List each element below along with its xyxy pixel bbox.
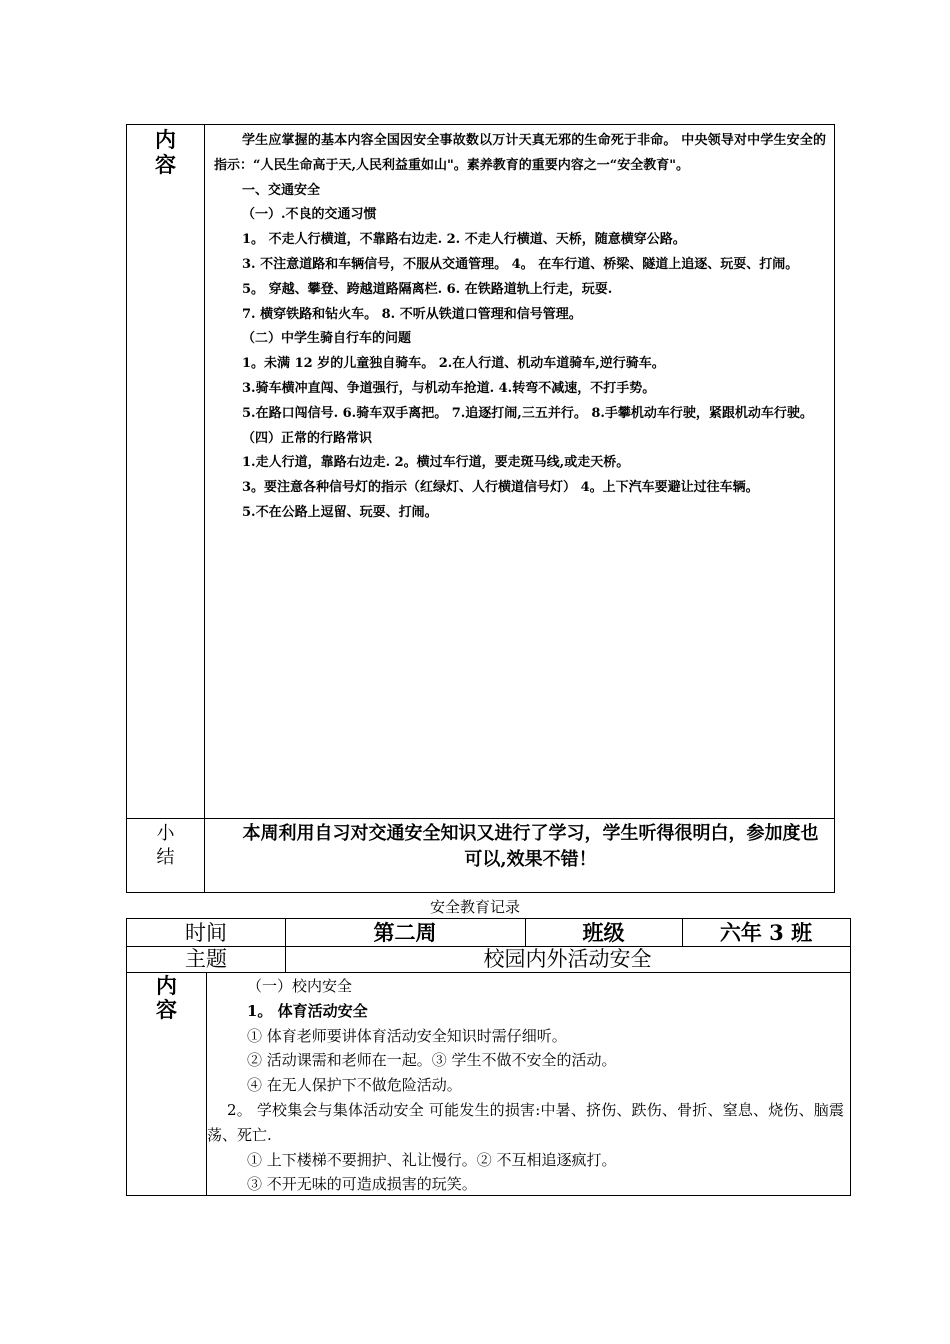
- summary-text: 本周利用自习对交通安全知识又进行了学习，学生听得很明白，参加度也可以,效果不错！: [242, 823, 819, 870]
- content-line: 7. 横穿铁路和钻火车。 8. 不听从铁道口管理和信号管理。: [242, 306, 582, 322]
- week-value: 第二周: [373, 920, 437, 945]
- content-line: （一）.不良的交通习惯: [242, 207, 377, 223]
- content-line: （一）校内安全: [247, 977, 353, 995]
- content-line: 一、交通安全: [242, 182, 321, 198]
- content-line: 1。 体育活动安全: [247, 1001, 368, 1020]
- class-value: 六年 3 班: [719, 920, 813, 945]
- content-line: 3. 不注意道路和车辆信号，不服从交通管理。 4。 在车行道、桥梁、隧道上追逐、玩耍、打闹。: [242, 256, 799, 272]
- content-line: ④ 在无人保护下不做危险活动。: [247, 1076, 462, 1095]
- content-line: ③ 不开无味的可造成损害的玩笑。: [247, 1175, 477, 1194]
- content-line: ② 活动课需和老师在一起。③ 学生不做不安全的活动。: [247, 1051, 617, 1070]
- content-line: ① 体育老师要讲体育活动安全知识时需仔细听。: [247, 1026, 567, 1045]
- column-divider: [206, 972, 207, 1195]
- summary-header: [127, 822, 204, 870]
- content-line: 3.骑车横冲直闯、争道强行，与机动车抢道. 4.转弯不减速，不打手势。: [242, 380, 656, 396]
- content-header-text: 内容: [155, 127, 176, 177]
- content-line: 2。 学校集会与集体活动安全 可能发生的损害:中暑、挤伤、跌伤、骨折、窒息、烧伤、脑震荡、死亡.: [207, 1100, 844, 1144]
- content-line: 5.在路口闯信号. 6.骑车双手离把。 7.追逐打闹,三五并行。 8.手攀机动车行驶，紧跟机动车行驶。: [242, 405, 813, 421]
- row-divider: [127, 818, 834, 819]
- topic-value: 校园内外活动安全: [483, 947, 652, 971]
- summary-header-text: 小结: [156, 823, 175, 868]
- content-header: [127, 127, 204, 177]
- content-body: [214, 129, 826, 526]
- time-label: 时间: [185, 921, 227, 945]
- content-header: [127, 974, 206, 1022]
- class-label: 班级: [582, 920, 625, 945]
- safety-record-table-1: [126, 124, 835, 893]
- row-divider: [127, 972, 850, 973]
- safety-record-table-2: [126, 918, 851, 1196]
- content-line: 1。未满 12 岁的儿童独自骑车。 2.在人行道、机动车道骑车,逆行骑车。: [242, 356, 665, 372]
- content-line: 1。 不走人行横道，不靠路右边走. 2. 不走人行横道、天桥，随意横穿公路。: [242, 232, 686, 248]
- content-body: [207, 974, 844, 1197]
- content-line: （二）中学生骑自行车的问题: [242, 331, 412, 347]
- content-line: ① 上下楼梯不要拥护、礼让慢行。② 不互相追逐疯打。: [247, 1150, 617, 1169]
- content-line: （四）正常的行路常识: [242, 430, 373, 446]
- column-divider: [204, 125, 205, 892]
- content-header-text: 内容: [156, 973, 177, 1022]
- record-caption: 安全教育记录: [429, 898, 520, 916]
- topic-label: 主题: [185, 947, 227, 971]
- content-line: 学生应掌握的基本内容全国因安全事故数以万计天真无邪的生命死于非命。 中央领导对中学生安全的指示：“人民生命高于天,人民利益重如山"。素养教育的重要内容之一“安全教育"。: [214, 133, 826, 173]
- content-line: 5.不在公路上逗留、玩耍、打闹。: [242, 504, 438, 520]
- content-line: 5。 穿越、攀登、跨越道路隔离栏. 6. 在铁路道轨上行走，玩耍.: [242, 281, 613, 297]
- content-line: 1.走人行道，靠路右边走. 2。横过车行道，要走斑马线,或走天桥。: [242, 455, 630, 471]
- content-line: 3。要注意各种信号灯的指示（红绿灯、人行横道信号灯） 4。上下汽车要避让过往车辆。: [242, 480, 759, 496]
